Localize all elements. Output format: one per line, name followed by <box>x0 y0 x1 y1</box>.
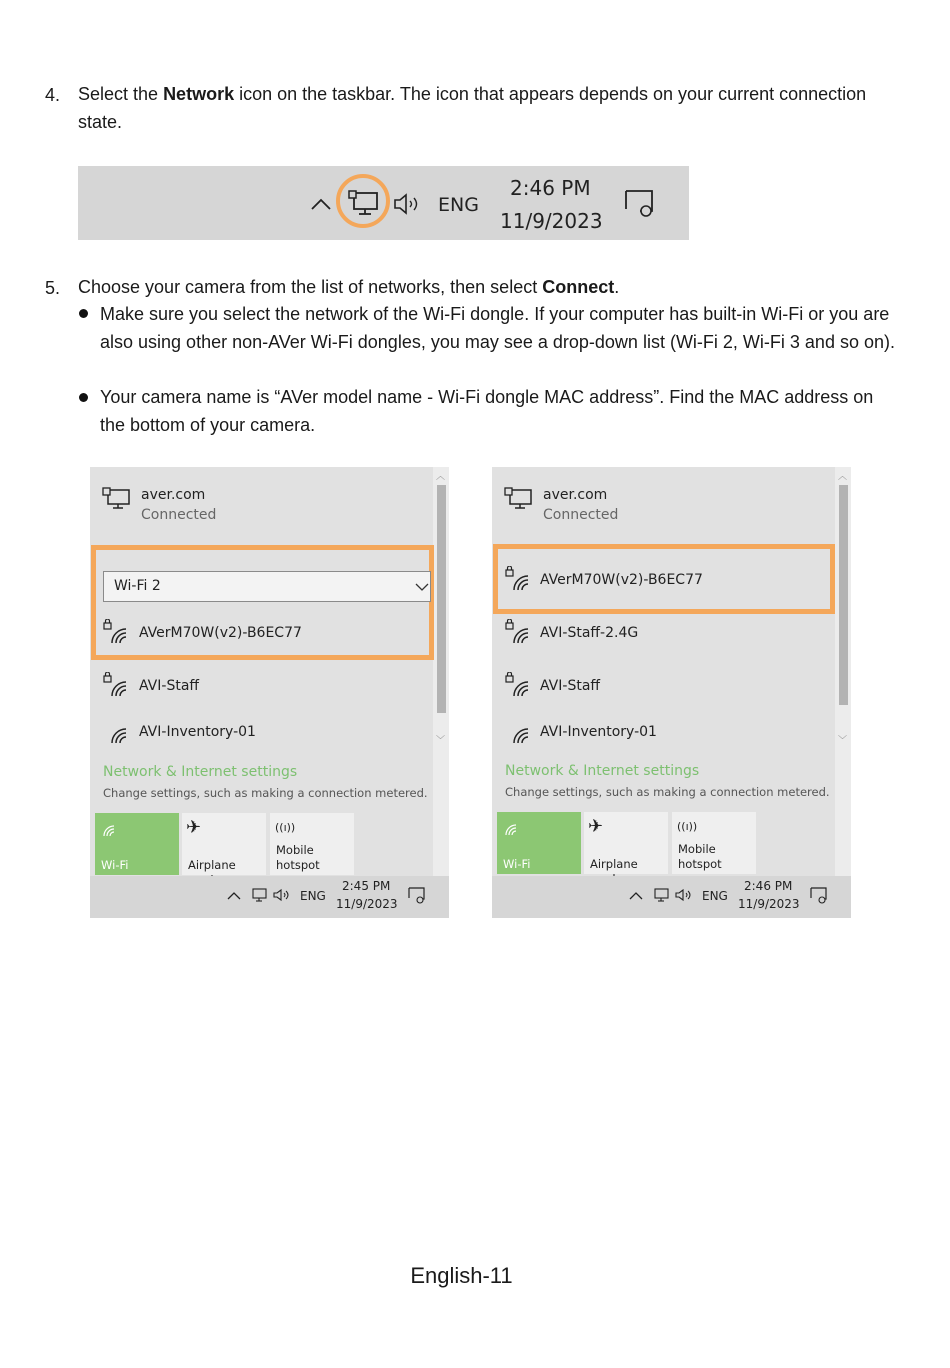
left-network-flyout <box>90 467 449 918</box>
airplane-icon: ✈ <box>186 817 202 838</box>
panel-taskbar <box>90 876 449 918</box>
step-5-number: 5. <box>45 278 61 298</box>
tile-label: Wi-Fi <box>101 858 129 872</box>
step-4-number: 4. <box>45 85 61 105</box>
tile-label: Mobile <box>276 843 314 857</box>
mobile-hotspot-tile[interactable] <box>270 813 354 875</box>
mobile-hotspot-tile[interactable] <box>672 812 756 874</box>
highlight-box <box>91 545 434 660</box>
wifi-secured-icon <box>504 566 532 592</box>
airplane-icon: ✈ <box>588 816 604 837</box>
speaker-icon[interactable] <box>273 888 291 902</box>
bullet-2-text: Your camera name is “AVer model name - Wi-Fi dongle MAC address”. Find the MAC address on the bottom of your camera. <box>100 387 874 435</box>
step-4-bold: Network <box>163 84 235 104</box>
step-5-text <box>78 274 898 302</box>
taskbar-date[interactable]: 11/9/2023 <box>336 897 398 911</box>
wifi-secured-icon <box>504 672 532 698</box>
speaker-icon[interactable] <box>675 888 693 902</box>
taskbar-lang[interactable]: ENG <box>300 889 326 903</box>
right-network-flyout <box>492 467 851 918</box>
wifi-secured-icon <box>504 619 532 645</box>
airplane-mode-tile[interactable] <box>584 812 668 874</box>
taskbar-time[interactable]: 2:46 PM <box>510 176 591 200</box>
hotspot-icon: ((ı)) <box>677 820 698 833</box>
tile-label: hotspot <box>678 857 722 871</box>
bullet-dot <box>79 393 88 402</box>
network-item[interactable]: AVI-Inventory-01 <box>139 724 256 740</box>
ethernet-icon <box>504 487 534 511</box>
network-icon[interactable] <box>651 887 669 903</box>
step-5-text-before: Choose your camera from the list of networks, then select <box>78 277 543 297</box>
settings-description: Change settings, such as making a connection metered. <box>103 786 428 800</box>
scroll-down-icon[interactable]: ﹀ <box>838 736 848 746</box>
wifi-tile[interactable] <box>95 813 179 875</box>
scroll-thumb[interactable] <box>437 485 446 713</box>
wifi-secured-icon <box>102 619 130 645</box>
scroll-up-icon[interactable]: ︿ <box>436 472 446 482</box>
connected-status: Connected <box>543 507 619 523</box>
speaker-icon[interactable] <box>393 192 423 216</box>
panel-taskbar <box>492 876 851 918</box>
connected-network-name[interactable]: aver.com <box>543 487 608 503</box>
tile-label: Airplane <box>590 857 638 871</box>
network-item[interactable]: AVerM70W(v2)-B6EC77 <box>540 572 703 588</box>
chevron-up-icon <box>310 196 332 212</box>
bullet-dot <box>79 309 88 318</box>
wifi-icon <box>504 719 532 745</box>
taskbar-time[interactable]: 2:45 PM <box>342 879 391 893</box>
taskbar-screenshot <box>78 166 689 240</box>
taskbar-lang[interactable]: ENG <box>438 194 479 216</box>
wifi-tile[interactable] <box>497 812 581 874</box>
connected-status: Connected <box>141 507 217 523</box>
scroll-down-icon[interactable]: ﹀ <box>436 736 446 746</box>
network-item[interactable]: AVI-Staff <box>540 678 601 694</box>
scroll-up-icon[interactable]: ︿ <box>838 472 848 482</box>
network-item[interactable]: AVI-Staff-2.4G <box>540 625 639 641</box>
hotspot-icon: ((ı)) <box>275 821 296 834</box>
step-5-text-after: . <box>614 277 620 297</box>
network-item[interactable]: AVI-Staff <box>139 678 200 694</box>
wifi-icon <box>102 719 130 745</box>
step-4-text-before: Select the <box>78 84 164 104</box>
taskbar-lang[interactable]: ENG <box>702 889 728 903</box>
scrollbar[interactable] <box>835 467 851 876</box>
scrollbar[interactable] <box>433 467 449 876</box>
wifi-secured-icon <box>102 672 130 698</box>
notification-icon[interactable] <box>810 887 828 905</box>
chevron-up-icon[interactable] <box>629 890 643 900</box>
dropdown-label: Wi-Fi 2 <box>114 578 161 594</box>
tile-label: Airplane <box>188 858 236 872</box>
network-icon[interactable] <box>249 887 267 903</box>
tile-label: Wi-Fi <box>503 857 531 871</box>
wifi-adapter-dropdown[interactable] <box>103 571 431 602</box>
chevron-down-icon <box>415 582 429 592</box>
bullet-1-text: Make sure you select the network of the Wi-Fi dongle. If your computer has built-in Wi-Fi or you are also using other non-AVer Wi-Fi dongles, you may see a drop-down list (Wi-Fi 2, Wi-Fi 3 and so on). <box>100 304 895 352</box>
taskbar-date[interactable]: 11/9/2023 <box>500 209 603 233</box>
tile-label: Mobile <box>678 842 716 856</box>
network-settings-link[interactable]: Network & Internet settings <box>103 764 298 780</box>
settings-description: Change settings, such as making a connection metered. <box>505 785 830 799</box>
wifi-tile-icon <box>101 823 117 837</box>
airplane-mode-tile[interactable] <box>182 813 266 875</box>
wifi-tile-icon <box>503 822 519 836</box>
scroll-thumb[interactable] <box>839 485 848 705</box>
network-item[interactable]: AVI-Inventory-01 <box>540 724 657 740</box>
step-4-text-after: icon on the taskbar. The icon that appears depends on your current connection state. <box>78 84 867 132</box>
network-settings-link[interactable]: Network & Internet settings <box>505 763 700 779</box>
tile-label: hotspot <box>276 858 320 872</box>
step-5-bold: Connect <box>542 277 615 297</box>
network-item[interactable]: AVerM70W(v2)-B6EC77 <box>139 625 302 641</box>
page-number: English-11 <box>410 1263 513 1288</box>
step-4-text <box>78 81 898 136</box>
taskbar-date[interactable]: 11/9/2023 <box>738 897 800 911</box>
taskbar-time[interactable]: 2:46 PM <box>744 879 793 893</box>
chevron-up-icon[interactable] <box>227 890 241 900</box>
connected-network-name[interactable]: aver.com <box>141 487 206 503</box>
network-icon[interactable] <box>348 190 380 216</box>
ethernet-icon <box>102 487 132 511</box>
notification-icon[interactable] <box>408 887 426 905</box>
notification-icon[interactable] <box>624 189 656 219</box>
